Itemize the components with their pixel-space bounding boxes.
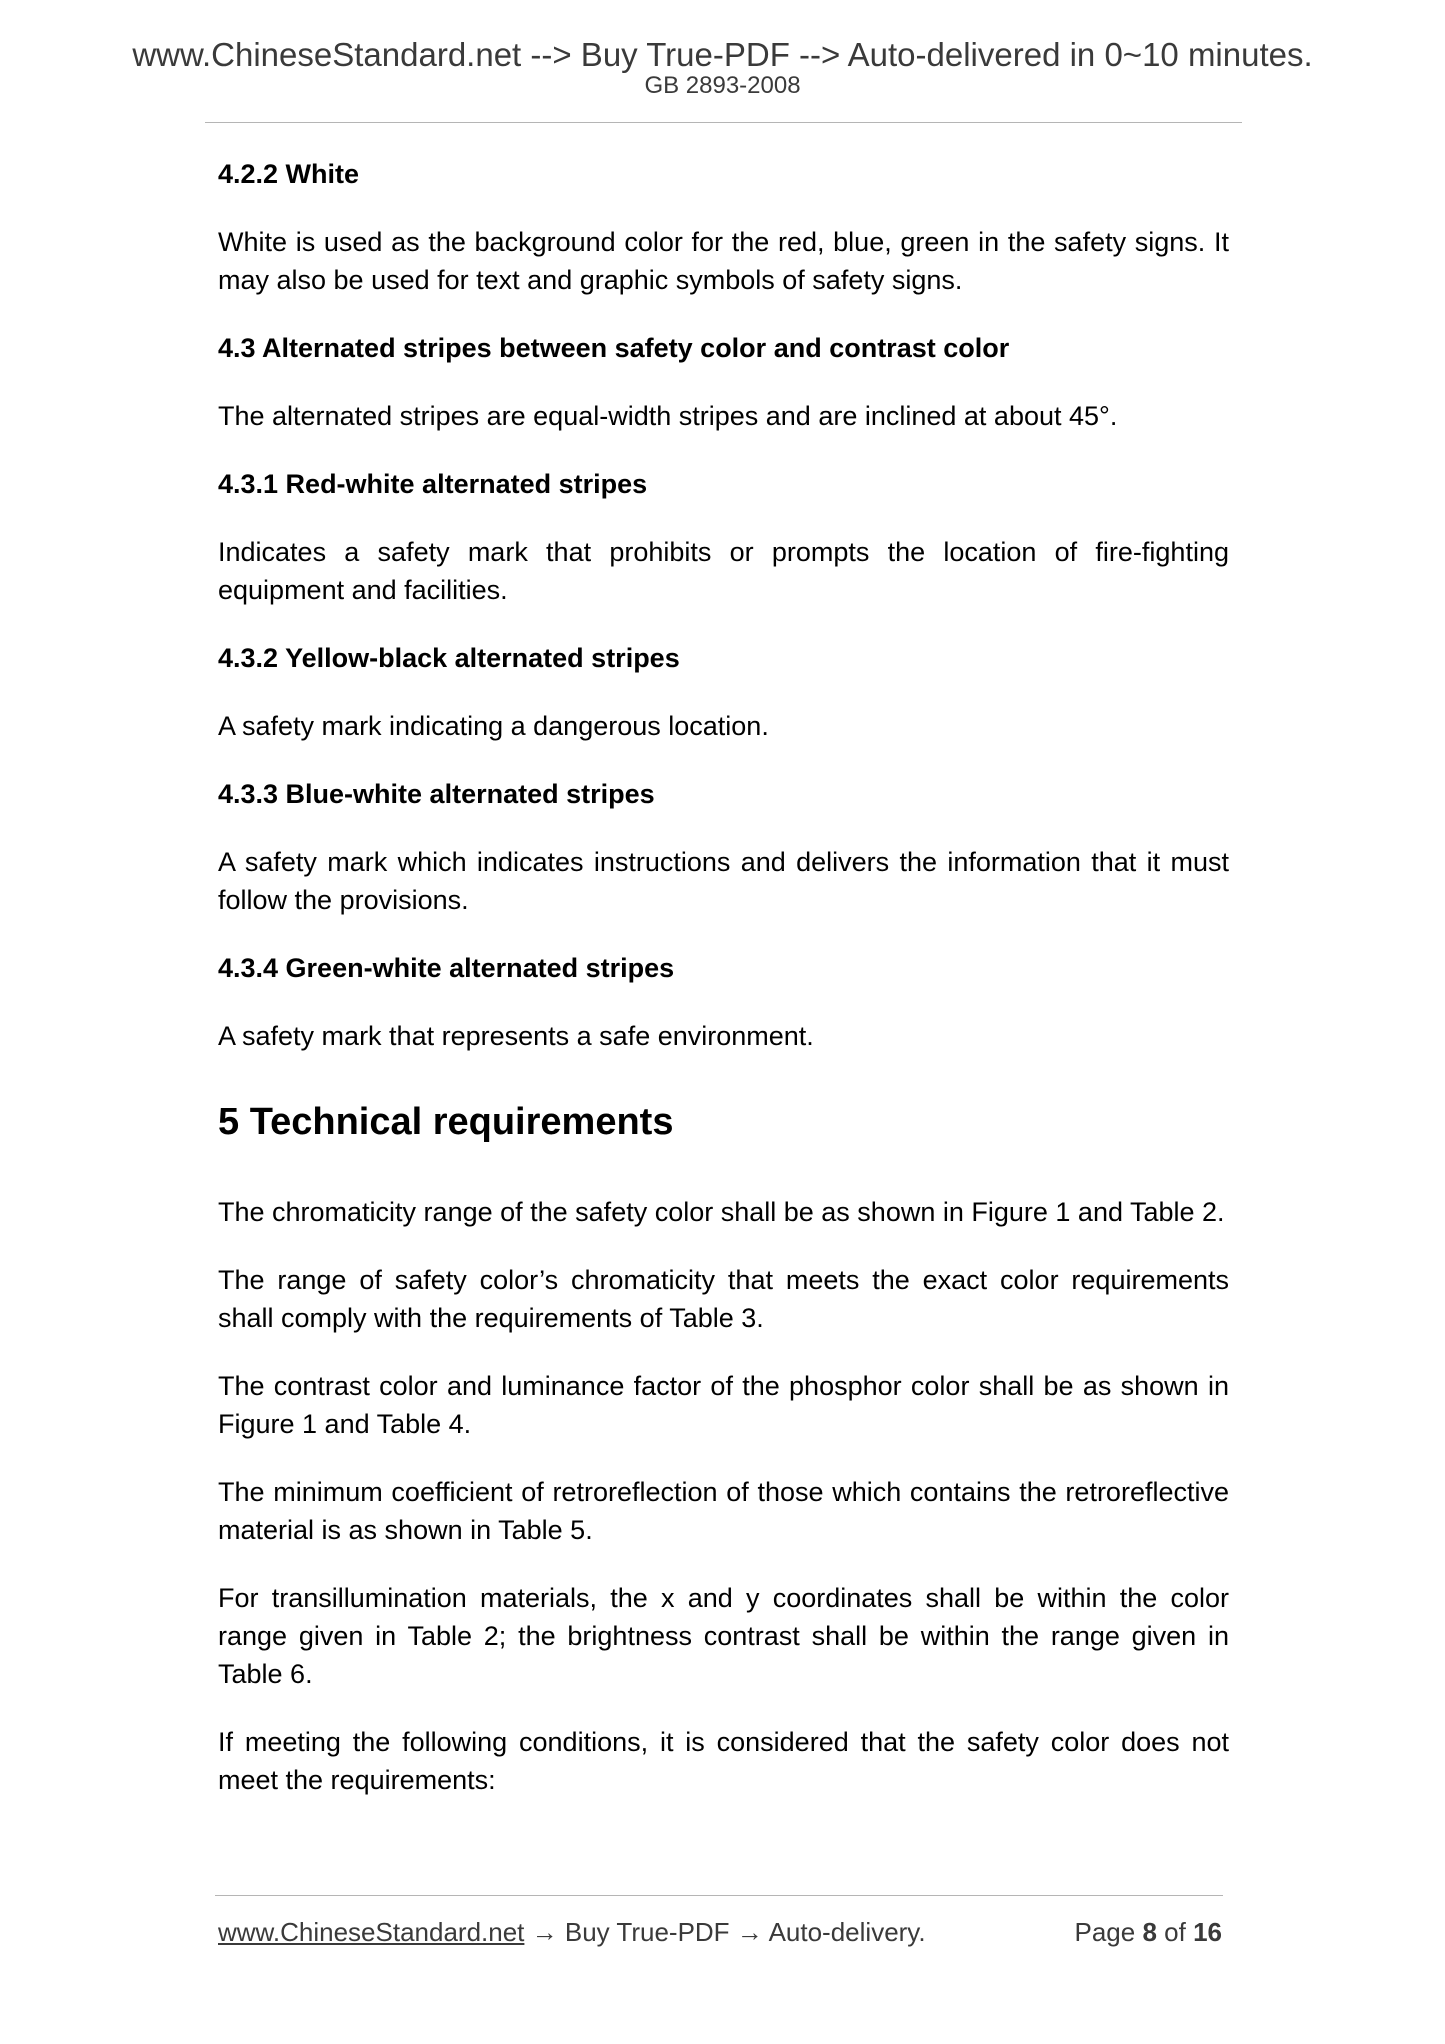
page-label: Page (1074, 1917, 1136, 1947)
section-5-paragraph-2: The range of safety color’s chromaticity that meets the exact color requirements shall comply with the requirements of Table 3. (218, 1265, 1229, 1333)
footer-website-link[interactable]: www.ChineseStandard.net (218, 1917, 525, 1947)
section-5-paragraph-5: For transillumination materials, the x and y coordinates shall be within the color range given in Table 2; the brightness contrast shall be within the range given in Table 6. (218, 1583, 1229, 1689)
footer-divider (215, 1895, 1223, 1896)
section-4-3-4-heading: 4.3.4 Green-white alternated stripes (218, 953, 675, 983)
document-code: GB 2893-2008 (644, 72, 801, 99)
section-5-paragraph-6: If meeting the following conditions, it is considered that the safety color does not meet the requirements: (218, 1727, 1229, 1795)
page-content (218, 155, 1229, 1829)
section-4-3-heading: 4.3 Alternated stripes between safety color and contrast color (218, 333, 1010, 363)
footer-promo-text: → Buy True-PDF → Auto-delivery. (524, 1917, 926, 1947)
section-4-2-2-text: White is used as the background color for the red, blue, green in the safety signs. It may also be used for text and graphic symbols of safety signs. (218, 227, 1229, 295)
section-5-paragraph-3: The contrast color and luminance factor of the phosphor color shall be as shown in Figure 1 and Table 4. (218, 1371, 1229, 1439)
page-indicator (1074, 1915, 1222, 1949)
section-4-3-1-heading: 4.3.1 Red-white alternated stripes (218, 469, 648, 499)
page-total: 16 (1193, 1917, 1222, 1947)
section-4-3-2-text: A safety mark indicating a dangerous location. (218, 711, 769, 741)
section-4-2-2-heading: 4.2.2 White (218, 159, 360, 189)
section-4-3-3-heading: 4.3.3 Blue-white alternated stripes (218, 779, 655, 809)
section-4-3-3-text: A safety mark which indicates instructions and delivers the information that it must follow the provisions. (218, 847, 1229, 915)
section-4-3-text: The alternated stripes are equal-width stripes and are inclined at about 45°. (218, 401, 1118, 431)
section-4-3-1-text: Indicates a safety mark that prohibits or prompts the location of fire-fighting equipment and facilities. (218, 537, 1229, 605)
footer-promo (218, 1915, 926, 1949)
section-5-paragraph-1: The chromaticity range of the safety color shall be as shown in Figure 1 and Table 2. (218, 1197, 1225, 1227)
of-label: of (1164, 1917, 1186, 1947)
section-5-paragraph-4: The minimum coefficient of retroreflection of those which contains the retroreflective material is as shown in Table 5. (218, 1477, 1229, 1545)
page-number: 8 (1142, 1917, 1157, 1947)
section-4-3-2-heading: 4.3.2 Yellow-black alternated stripes (218, 643, 680, 673)
header-divider (205, 122, 1242, 123)
header-banner: www.ChineseStandard.net --> Buy True-PDF --> Auto-delivered in 0~10 minutes. (132, 36, 1313, 73)
section-5-heading: 5 Technical requirements (218, 1101, 674, 1143)
section-4-3-4-text: A safety mark that represents a safe environment. (218, 1021, 814, 1051)
